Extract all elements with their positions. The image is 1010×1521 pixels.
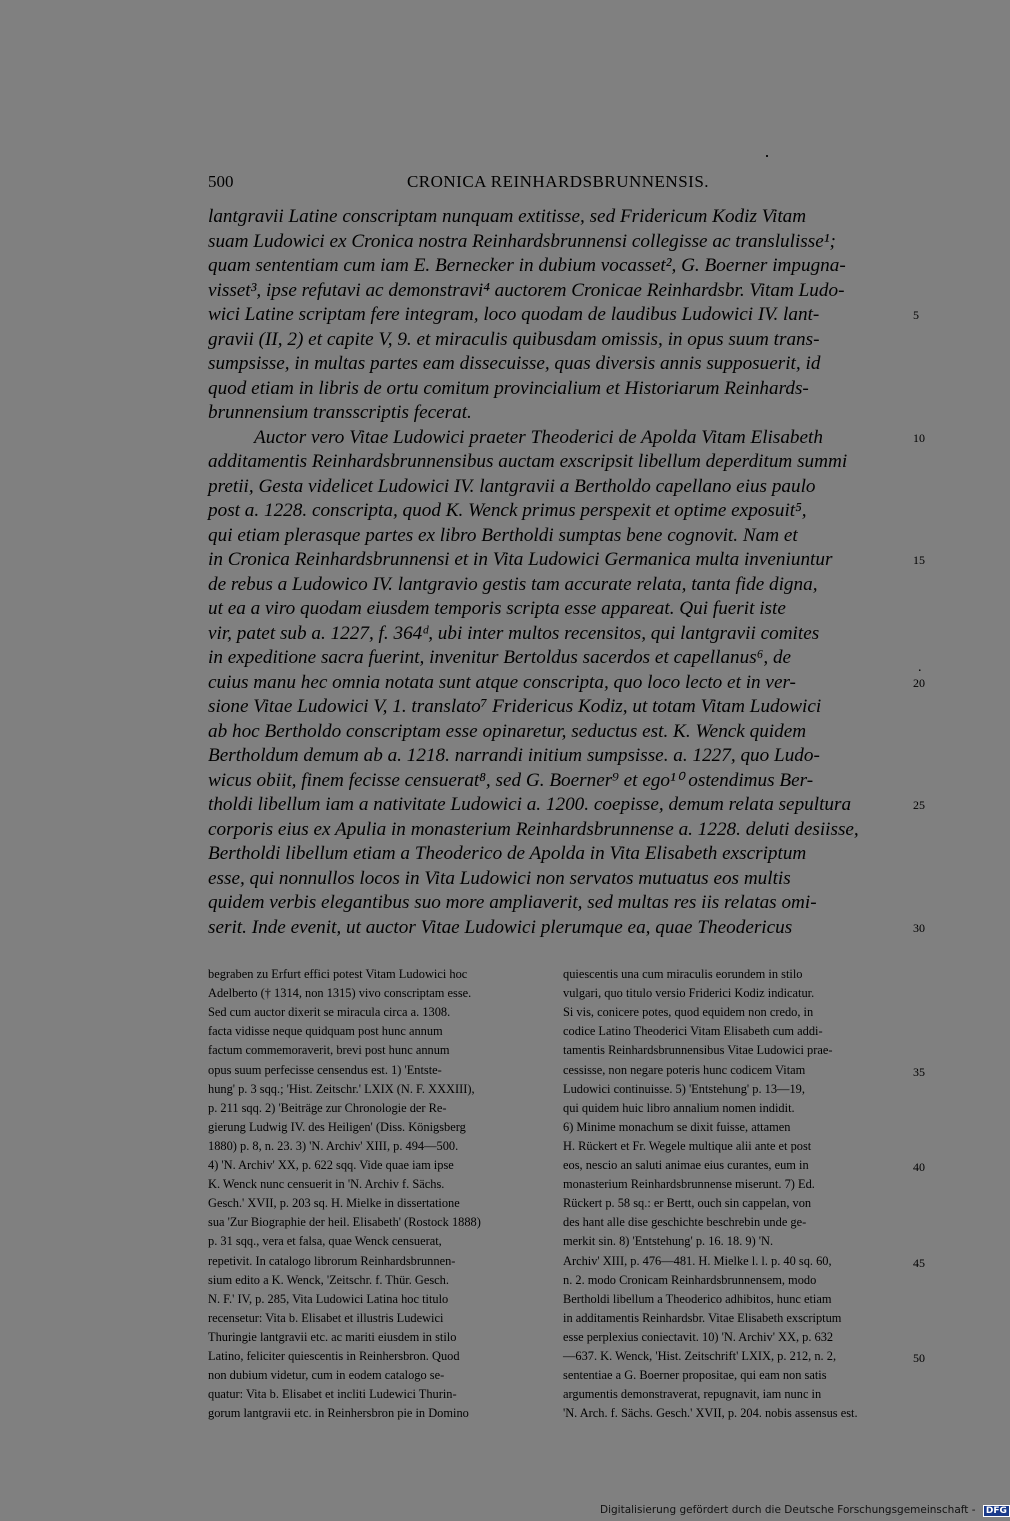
footnote-line-right: sententiae a G. Boerner propositae, qui eam non satis	[563, 1368, 827, 1383]
main-text-line: ab hoc Bertholdo conscriptam esse opinaretur, seductus est. K. Wenck quidem	[208, 720, 807, 742]
footnote-line-right: des hant alle dise geschichte beschrebin unde ge-	[563, 1215, 807, 1230]
footnote-line-left: 1880) p. 8, n. 23. 3) 'N. Archiv' XIII, p. 494—500.	[208, 1138, 459, 1153]
footnote-line-left: p. 211 sqq. 2) 'Beiträge zur Chronologie der Re-	[208, 1100, 447, 1115]
main-text-line: qui etiam plerasque partes ex libro Bertholdi sumptas bene cognovit. Nam et	[208, 524, 798, 546]
footnote-line-left: sium edito a K. Wenck, 'Zeitschr. f. Thür. Gesch.	[208, 1272, 449, 1287]
main-text-line: corporis eius ex Apulia in monasterium Reinhardsbrunnense a. 1228. deluti desiisse,	[208, 818, 859, 840]
main-text-line: de rebus a Ludowico IV. lantgravio gestis tam accurate relata, tanta fide digna,	[208, 573, 818, 595]
line-number: 25	[913, 798, 925, 812]
main-text-line: esse, qui nonnullos locos in Vita Ludowici non servatos mutuatus eos multis	[208, 867, 791, 889]
running-title: CRONICA REINHARDSBRUNNENSIS.	[406, 172, 710, 191]
main-text-line: Auctor vero Vitae Ludowici praeter Theoderici de Apolda Vitam Elisabeth	[254, 426, 823, 448]
footnote-line-right: —637. K. Wenck, 'Hist. Zeitschrift' LXIX, p. 212, n. 2,	[563, 1349, 837, 1363]
dfg-logo: DFG	[983, 1505, 1010, 1517]
footer-text: Digitalisierung gefördert durch die Deutsche Forschungsgemeinschaft -	[600, 1504, 976, 1516]
main-text-line: visset³, ipse refutavi ac demonstravi⁴ auctorem Cronicae Reinhardsbr. Vitam Ludo-	[208, 279, 845, 301]
footnote-line-right: 6) Minime monachum se dixit fuisse, attamen	[563, 1119, 791, 1134]
main-text-line: quod etiam in libris de ortu comitum provincialium et Historiarum Reinhards-	[208, 377, 809, 399]
footnote-line-left: non dubium videtur, cum in eodem catalogo se-	[208, 1368, 445, 1383]
footnote-line-right: argumentis demonstraverat, repugnavit, iam nunc in	[563, 1387, 822, 1402]
footnote-line-number: 45	[913, 1255, 925, 1270]
footnote-line-left: factum commemoraverit, brevi post hunc annum	[208, 1043, 450, 1058]
footnote-line-left: begraben zu Erfurt effici potest Vitam Ludowici hoc	[208, 967, 468, 981]
footnote-line-left: quatur: Vita b. Elisabet et incliti Ludewici Thurin-	[208, 1387, 457, 1402]
footnote-line-right: codice Latino Theoderici Vitam Elisabeth cum addi-	[563, 1024, 823, 1039]
footnote-line-left: Adelberto († 1314, non 1315) vivo conscriptam esse.	[208, 986, 472, 1001]
footnote-line-left: Sed cum auctor dixerit se miracula circa a. 1308.	[208, 1005, 451, 1020]
digitization-footer	[600, 1504, 1007, 1518]
footnote-line-right: Si vis, conicere potes, quod equidem non credo, in	[563, 1005, 814, 1020]
footnote-line-left: gorum lantgravii etc. in Reinhersbron pie in Domino	[208, 1406, 469, 1421]
main-text-line: Bertholdum demum ab a. 1218. narrandi initium sumpsisse. a. 1227, quo Ludo-	[208, 745, 820, 766]
main-text-line: wici Latine scriptam fere integram, loco quodam de laudibus Ludowici IV. lant-	[208, 304, 820, 325]
footnote-line-right: in additamentis Reinhardsbr. Vitae Elisabeth exscriptum	[563, 1310, 842, 1325]
footnote-line-left: facta vidisse neque quidquam post hunc annum	[208, 1024, 443, 1039]
footnote-line-left: K. Wenck nunc censuerit in 'N. Archiv f. Sächs.	[208, 1177, 445, 1192]
main-text-line: ut ea a viro quodam eiusdem temporis scripta esse appareat. Qui fuerit iste	[208, 598, 786, 619]
main-text-line: cuius manu hec omnia notata sunt atque conscripta, quo loco lecto et in ver-	[208, 671, 796, 693]
footnote-line-right: Rückert p. 58 sq.: er Bertt, ouch sin cappelan, von	[563, 1196, 812, 1211]
footnote-line-left: Gesch.' XVII, p. 203 sq. H. Mielke in dissertatione	[208, 1196, 460, 1211]
main-text-line: in expeditione sacra fuerint, invenitur Bertoldus sacerdos et capellanus⁶, de	[208, 647, 792, 668]
line-number: 15	[913, 553, 925, 567]
footnote-line-left: sua 'Zur Biographie der heil. Elisabeth' (Rostock 1888)	[208, 1215, 481, 1230]
footnote-line-left: 4) 'N. Archiv' XX, p. 622 sqq. Vide quae iam ipse	[208, 1158, 454, 1172]
main-text-line: pretii, Gesta videlicet Ludowici IV. lantgravii a Bertholdo capellano eius paulo	[208, 475, 816, 497]
footnote-line-right: 'N. Arch. f. Sächs. Gesch.' XVII, p. 204. nobis assensus est.	[563, 1406, 858, 1421]
footnote-line-right: eos, nescio an saluti animae eius curantes, eum in	[563, 1158, 809, 1172]
footnote-line-left: Thuringie lantgravii etc. ac mariti eiusdem in stilo	[208, 1329, 457, 1344]
margin-dot: .	[918, 660, 922, 675]
footnote-line-left: recensetur: Vita b. Elisabet et illustris Ludewici	[208, 1310, 444, 1325]
main-text-line: tholdi libellum iam a nativitate Ludowici a. 1200. coepisse, demum relata sepultura	[208, 794, 852, 815]
main-text-line: quidem verbis elegantibus suo more ampliaverit, sed multas res iis relatas omi-	[208, 892, 817, 913]
line-number: 30	[913, 920, 925, 935]
main-text-line: vir, patet sub a. 1227, f. 364ᵈ, ubi inter multos recensitos, qui lantgravii comites	[208, 622, 820, 644]
page-number: 500	[208, 172, 234, 191]
footnote-line-number: 40	[913, 1160, 925, 1174]
main-text-line: additamentis Reinhardsbrunnensibus auctam exscripsit libellum deperditum summi	[208, 451, 848, 472]
footnote-line-right: cessisse, non negare poteris hunc codicem Vitam	[563, 1062, 806, 1077]
running-header	[208, 172, 908, 194]
main-text-line: sione Vitae Ludowici V, 1. translato⁷ Fridericus Kodiz, ut totam Vitam Ludowici	[208, 696, 822, 717]
main-text-line: wicus obiit, finem fecisse censuerat⁸, sed G. Boerner⁹ et ego¹⁰ ostendimus Ber-	[208, 769, 814, 791]
footnote-line-left: repetivit. In catalogo librorum Reinhardsbrunnen-	[208, 1253, 456, 1268]
line-number: 10	[913, 430, 925, 445]
speck	[766, 155, 768, 157]
main-text-line: in Cronica Reinhardsbrunnensi et in Vita Ludowici Germanica multa inveniuntur	[208, 549, 833, 570]
footnote-line-right: Bertholdi libellum a Theoderico adhibitos, hunc etiam	[563, 1291, 832, 1306]
footnote-line-number: 50	[913, 1351, 925, 1365]
footnote-line-right: vulgari, quo titulo versio Friderici Kodiz indicatur.	[563, 986, 815, 1001]
main-text-line: post a. 1228. conscripta, quod K. Wenck primus perspexit et optime exposuit⁵,	[208, 500, 807, 521]
main-text-line: brunnensium transscriptis fecerat.	[208, 402, 472, 423]
footnote-line-right: esse perplexius coniectavit. 10) 'N. Archiv' XX, p. 632	[563, 1329, 834, 1344]
footnote-line-right: tamentis Reinhardsbrunnensibus Vitae Ludowici prae-	[563, 1043, 833, 1058]
footnote-line-right: quiescentis una cum miraculis eorundem in stilo	[563, 967, 803, 981]
footnote-line-right: H. Rückert et Fr. Wegele multique alii ante et post	[563, 1138, 812, 1153]
footnote-line-right: Ludowici continuisse. 5) 'Entstehung' p. 13—19,	[563, 1081, 805, 1096]
footnote-line-right: merkit sin. 8) 'Entstehung' p. 16. 18. 9) 'N.	[563, 1234, 774, 1249]
main-text-line: quam sententiam cum iam E. Bernecker in dubium vocasset², G. Boerner impugna-	[208, 255, 846, 276]
main-text-line: sumpsisse, in multas partes eam dissecuisse, quas diversis annis supposuerit, id	[208, 353, 821, 374]
footnote-line-left: Latino, feliciter quiescentis in Reinhersbron. Quod	[208, 1349, 460, 1363]
footnote-line-right: qui quidem huic libro annalium nomen indidit.	[563, 1100, 795, 1115]
footnote-line-right: n. 2. modo Cronicam Reinhardsbrunnensem, modo	[563, 1272, 817, 1287]
line-number: 20	[913, 675, 925, 690]
main-text-line: suam Ludowici ex Cronica nostra Reinhardsbrunnensi collegisse ac translulisse¹;	[208, 230, 836, 252]
line-number: 5	[913, 308, 919, 322]
footnote-line-left: N. F.' IV, p. 285, Vita Ludowici Latina hoc titulo	[208, 1291, 449, 1306]
main-text-line: Bertholdi libellum etiam a Theoderico de Apolda in Vita Elisabeth exscriptum	[208, 843, 807, 864]
main-text-line: lantgravii Latine conscriptam nunquam extitisse, sed Fridericum Kodiz Vitam	[208, 206, 807, 227]
footnote-line-right: monasterium Reinhardsbrunnense miserunt. 7) Ed.	[563, 1177, 815, 1192]
main-text-line: serit. Inde evenit, ut auctor Vitae Ludowici plerumque ea, quae Theodericus	[208, 916, 793, 938]
footnote-line-left: hung' p. 3 sqq.; 'Hist. Zeitschr.' LXIX (N. F. XXXIII),	[208, 1081, 475, 1096]
footnote-line-left: p. 31 sqq., vera et falsa, quae Wenck censuerat,	[208, 1234, 442, 1249]
main-text-line: gravii (II, 2) et capite V, 9. et miraculis quibusdam omissis, in opus suum trans-	[208, 328, 820, 350]
footnote-line-right: Archiv' XIII, p. 476—481. H. Mielke l. l. p. 40 sq. 60,	[563, 1253, 832, 1268]
footnote-line-number: 35	[913, 1064, 925, 1079]
footnote-line-left: gierung Ludwig IV. des Heiligen' (Diss. Königsberg	[208, 1119, 466, 1134]
footnote-line-left: opus suum perfecisse censendus est. 1) 'Entste-	[208, 1062, 442, 1077]
